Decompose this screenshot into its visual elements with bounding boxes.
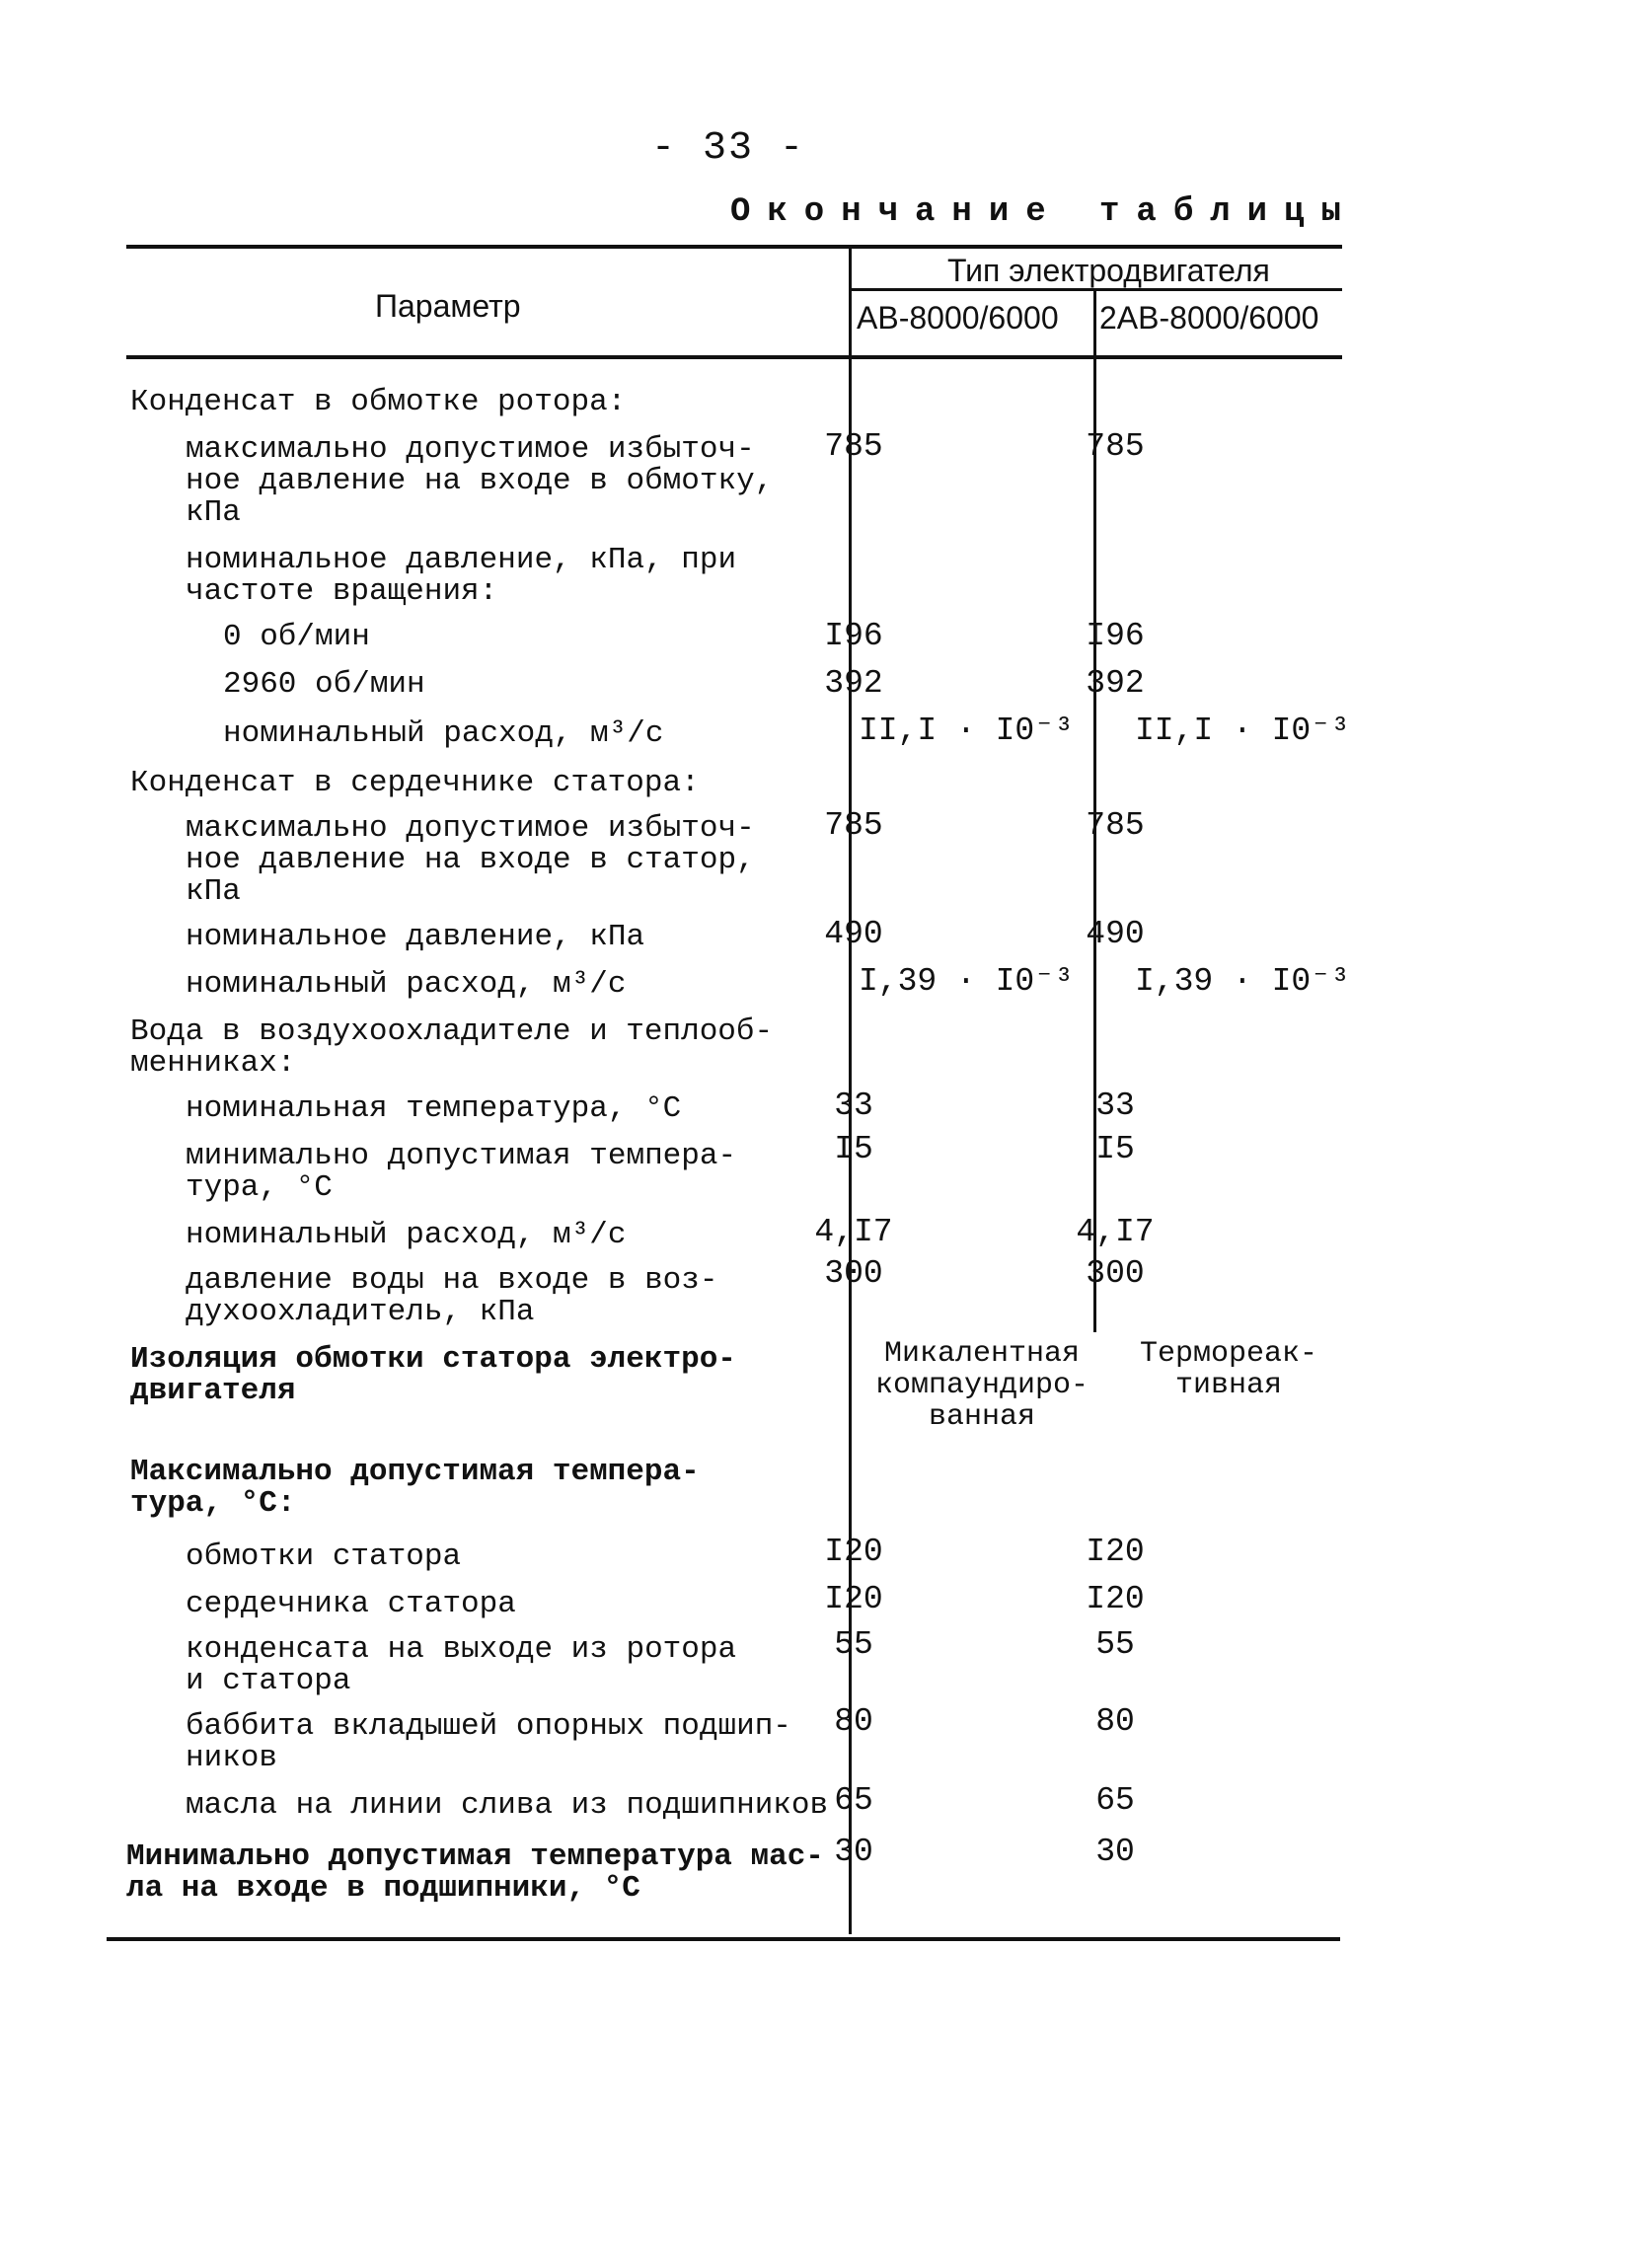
value-col1: 55 (834, 1626, 873, 1663)
value-col1: II,I · I0⁻³ (859, 712, 1074, 749)
value-col1: 30 (834, 1834, 873, 1870)
value-col1: 65 (834, 1782, 873, 1819)
value-col1: Микалентная компаундиро- ванная (874, 1337, 1089, 1434)
table-top-rule (126, 245, 1342, 249)
value-col2: 55 (1095, 1626, 1135, 1663)
param-rotor-flow: номинальный расход, м³/с (223, 716, 664, 751)
param-min-oil-temp: Минимально допустимая температура мас- ла на входе в подшипники, °С (126, 1839, 824, 1906)
param-rotor-nominal-pressure: номинальное давление, кПа, при частоте вращения: (186, 543, 737, 609)
section-max-temperature: Максимально допустимая темпера- тура, °С: (130, 1455, 700, 1521)
value-col2: 490 (1086, 916, 1145, 952)
value-col1: I,39 · I0⁻³ (859, 963, 1074, 1000)
value-col2: 65 (1095, 1782, 1135, 1819)
page-number: - 33 - (651, 126, 806, 171)
value-col2: 300 (1086, 1255, 1145, 1292)
param-babbitt: баббита вкладышей опорных подшип- ников (186, 1709, 791, 1775)
value-col2: 392 (1086, 665, 1145, 702)
section-rotor-condensate: Конденсат в обмотке ротора: (130, 385, 627, 419)
value-col2: 785 (1086, 428, 1145, 465)
value-col2: Термореак- тивная (1139, 1337, 1318, 1402)
header-bottom-rule (126, 355, 1342, 359)
value-col2: I20 (1086, 1581, 1145, 1617)
value-col2: II,I · I0⁻³ (1135, 712, 1350, 749)
param-water-flow: номинальный расход, м³/с (186, 1218, 627, 1252)
value-col1: 490 (824, 916, 883, 952)
value-col1: 33 (834, 1088, 873, 1124)
param-speed-2960: 2960 об/мин (223, 667, 425, 702)
param-stator-core: сердечника статора (186, 1587, 516, 1621)
param-water-pressure: давление воды на входе в воз- духоохладитель, кПа (186, 1263, 718, 1329)
param-water-min-temp: минимально допустимая темпера- тура, °С (186, 1139, 737, 1205)
header-col2: 2АВ-8000/6000 (1099, 300, 1319, 336)
param-water-nominal-temp: номинальная температура, °С (186, 1091, 682, 1126)
table-continuation-caption: Окончание таблицы (730, 193, 1358, 231)
value-col1: 785 (824, 428, 883, 465)
section-stator-condensate: Конденсат в сердечнике статора: (130, 766, 700, 800)
value-col2: I96 (1086, 618, 1145, 654)
value-col2: 30 (1095, 1834, 1135, 1870)
value-col1: I20 (824, 1581, 883, 1617)
value-col1: I20 (824, 1534, 883, 1570)
param-stator-nominal-pressure: номинальное давление, кПа (186, 920, 645, 954)
value-col2: 80 (1095, 1703, 1135, 1740)
value-col2: I5 (1095, 1131, 1135, 1167)
param-stator-insulation: Изоляция обмотки статора электро- двигателя (130, 1342, 736, 1408)
value-col2: 33 (1095, 1088, 1135, 1124)
header-motor-type: Тип электродвигателя (947, 253, 1270, 288)
param-speed-0: 0 об/мин (223, 620, 370, 654)
param-condensate-outlet: конденсата на выходе из ротора и статора (186, 1632, 737, 1698)
value-col1: I96 (824, 618, 883, 654)
value-col2: I20 (1086, 1534, 1145, 1570)
param-stator-winding: обмотки статора (186, 1539, 462, 1574)
param-oil-drain: масла на линии слива из подшипников (186, 1788, 829, 1823)
header-col1: АВ-8000/6000 (857, 300, 1059, 336)
value-col2: I,39 · I0⁻³ (1135, 963, 1350, 1000)
param-stator-flow: номинальный расход, м³/с (186, 967, 627, 1002)
value-col2: 4,I7 (1076, 1214, 1155, 1250)
param-stator-max-pressure: максимально допустимое избыточ- ное давление на входе в статор, кПа (186, 811, 755, 909)
table-bottom-rule (107, 1937, 1340, 1941)
value-col1: 300 (824, 1255, 883, 1292)
value-col1: 785 (824, 807, 883, 844)
param-rotor-max-pressure: максимально допустимое избыточ- ное давление на входе в обмотку, кПа (186, 432, 774, 530)
value-col1: 80 (834, 1703, 873, 1740)
section-cooling-water: Вода в воздухоохладителе и теплооб- менниках: (130, 1014, 774, 1081)
value-col1: I5 (834, 1131, 873, 1167)
header-parameter: Параметр (375, 288, 521, 324)
value-col1: 4,I7 (814, 1214, 893, 1250)
value-col2: 785 (1086, 807, 1145, 844)
value-col1: 392 (824, 665, 883, 702)
